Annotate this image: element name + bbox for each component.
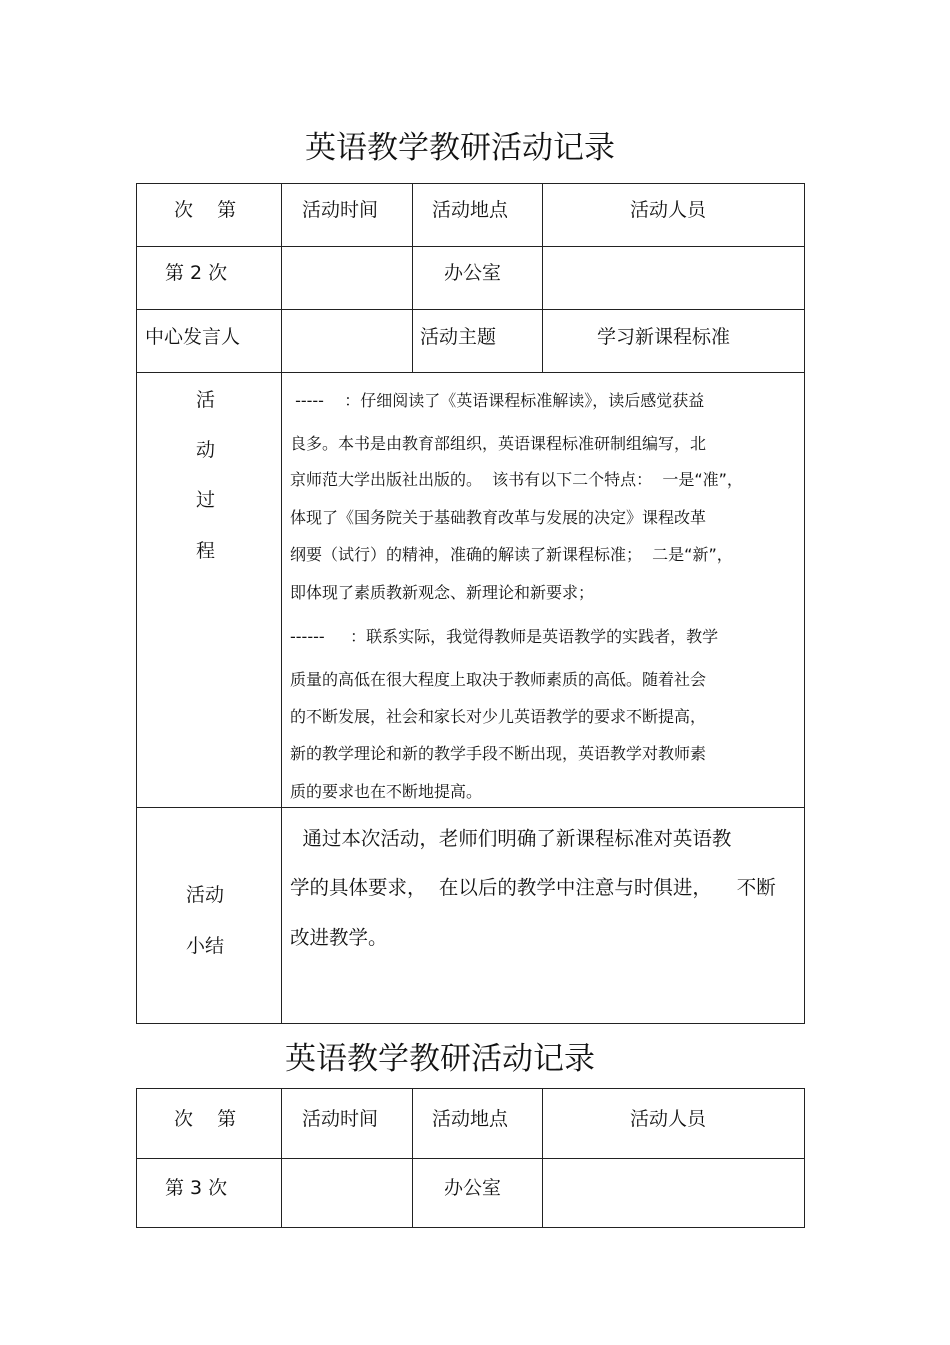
process-line: 质的要求也在不断地提高。 [290,782,483,801]
process-line: 良多。本书是由教育部组织，英语课程标准研制组编写，北 [290,434,707,453]
process-line: 即体现了素质教新观念、新理论和新要求； [290,583,595,602]
summary-line: 改进教学。 [290,926,388,949]
process-line: ------ ：联系实际，我觉得教师是英语教学的实践者，教学 [290,627,719,646]
process-label-char: 活 [196,389,216,411]
process-label-char: 程 [196,540,216,562]
process-label-char: 过 [196,489,216,511]
process-line: ----- ：仔细阅读了《英语课程标准解读》，读后感觉获益 [290,391,705,410]
page-title-2: 英语教学教研活动记录 [285,1041,595,1077]
header-place: 活动地点 [432,1108,509,1130]
process-line: 的不断发展，社会和家长对少儿英语教学的要求不断提高， [290,707,707,726]
header-time: 活动时间 [302,199,379,221]
header-people: 活动人员 [630,1108,707,1130]
header-place: 活动地点 [432,199,509,221]
header-session: 次 第 [174,1108,237,1130]
summary-label: 小结 [186,935,225,957]
header-session: 次 第 [174,199,237,221]
process-line: 新的教学理论和新的教学手段不断出现，英语教学对教师素 [290,744,707,763]
process-line: 质量的高低在很大程度上取决于教师素质的高低。随着社会 [290,670,707,689]
topic-value: 学习新课程标准 [597,326,731,348]
summary-line: 学的具体要求， 在以后的教学中注意与时俱进， 不断 [290,876,776,899]
speaker-label: 中心发言人 [145,326,241,348]
place-value: 办公室 [444,1177,502,1199]
process-line: 体现了《国务院关于基础教育改革与发展的决定》课程改革 [290,508,707,527]
session-value: 第 2 次 [165,262,228,284]
header-people: 活动人员 [630,199,707,221]
page-title: 英语教学教研活动记录 [305,130,615,166]
process-label-char: 动 [196,439,216,461]
session-value: 第 3 次 [165,1177,228,1199]
process-line: 纲要（试行）的精神，准确的解读了新课程标准； 二是“新”， [290,545,733,564]
place-value: 办公室 [444,262,502,284]
topic-label: 活动主题 [420,326,497,348]
process-line: 京师范大学出版社出版的。 该书有以下二个特点： 一是“准”， [290,470,743,489]
summary-line: 通过本次活动，老师们明确了新课程标准对英语教 [290,827,732,850]
header-time: 活动时间 [302,1108,379,1130]
summary-label: 活动 [186,884,225,906]
